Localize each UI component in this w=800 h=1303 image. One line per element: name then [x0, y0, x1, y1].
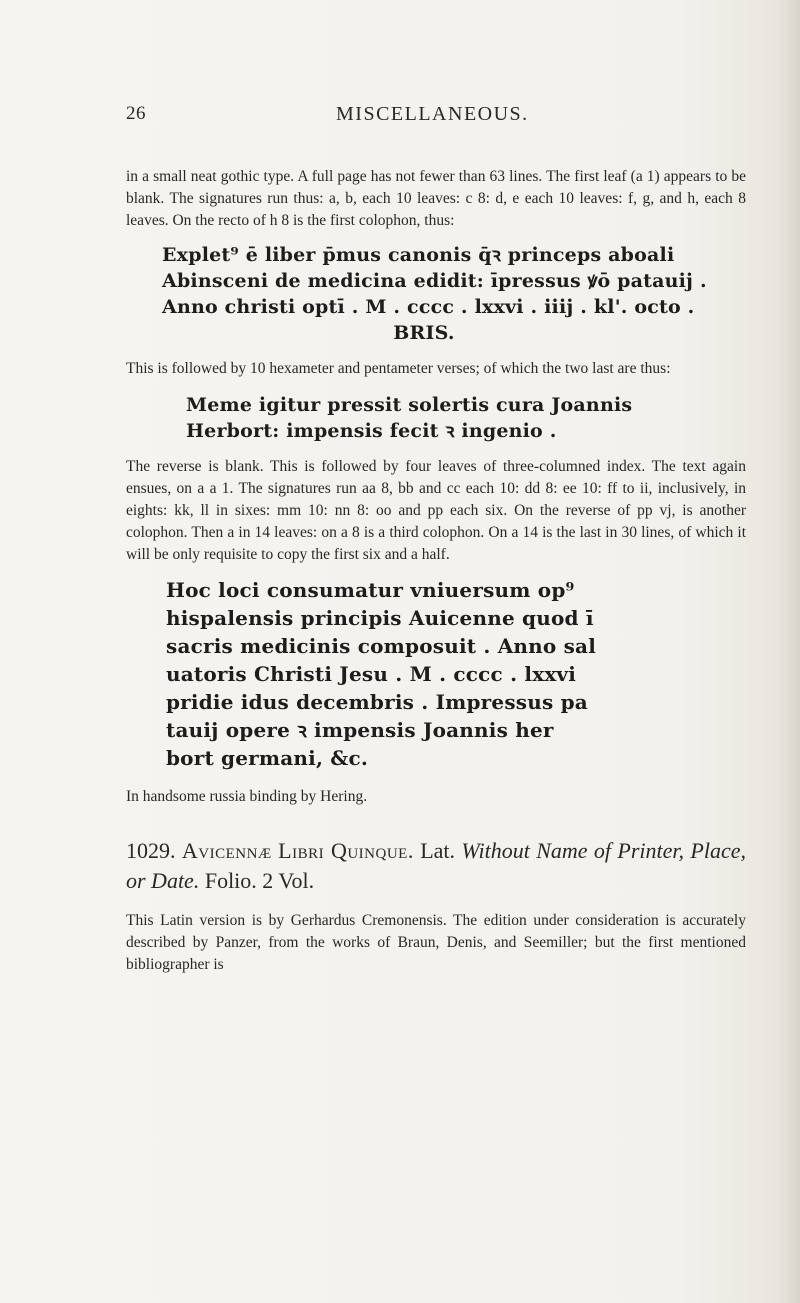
colophon-line: hispalensis principis Auicenne quod ī: [166, 606, 594, 630]
colophon-line: bort germani, &c.: [166, 746, 369, 770]
paragraph-binding: In handsome russia binding by Hering.: [126, 788, 368, 805]
running-head: [126, 103, 746, 133]
entry-description: This Latin version is by Gerhardus Cremonensis. The edition under consideration is accurately described by Panzer, from the works of Braun, Denis, and Seemiller; but the first mentioned bibliographer is: [126, 912, 746, 973]
entry-imprint: Without Name of Printer, Place, or Date.: [126, 838, 746, 893]
verse-quote: [126, 392, 746, 444]
paragraph-signatures: The reverse is blank. This is followed by four leaves of three-columned index. The text again ensues, on a a 1. The signatures run aa 8, bb and cc each 10: dd 8: ee 10: ff to ii, inclusively, in eights: kk, ll in sixes: mm 10: nn 8: oo and pp each six. On the reverse of pp vj, is another colophon. Then a in 14 leaves: on a 8 is a third colophon. On a 14 is the last in 30 lines, of which it will be only requisite to copy the first six and a half.: [126, 458, 746, 563]
entry-volumes: 2 Vol.: [262, 868, 315, 893]
entry-number: 1029.: [126, 838, 176, 863]
entry-author: Avicennæ: [181, 838, 272, 863]
running-title: MISCELLANEOUS.: [336, 103, 529, 125]
page-body: [126, 166, 746, 976]
first-colophon: [126, 242, 746, 346]
catalogue-entry-heading: [126, 836, 746, 896]
paragraph-collation-intro: in a small neat gothic type. A full page has not fewer than 63 lines. The first leaf (a 1) appears to be blank. The signatures run thus: a, b, each 10 leaves: c 8: d, e each 10 leaves: f, g, and h, each 8 leaves. On the recto of h 8 is the first colophon, thus:: [126, 168, 746, 229]
entry-language: Lat.: [420, 838, 456, 863]
verse-line: Herbort: impensis fecit ꝛ ingenio .: [186, 420, 557, 442]
paragraph-verses-intro: This is followed by 10 hexameter and pentameter verses; of which the two last are thus:: [126, 360, 671, 377]
colophon-line: pridie idus decembris . Impressus pa: [166, 690, 588, 714]
page-number: 26: [126, 103, 146, 124]
colophon-line: Hoc loci consumatur vniuersum op⁹: [166, 578, 575, 602]
colophon-line: Abinsceni de medicina edidit: īpressus ꝟō patauij .: [162, 270, 707, 292]
colophon-line: uatoris Christi Jesu . M . cccc . lxxvi: [166, 662, 577, 686]
colophon-line: Explet⁹ ē liber p̄mus canonis q̄ꝛ princeps aboali: [162, 244, 675, 266]
colophon-line: tauij opere ꝛ impensis Joannis her: [166, 718, 554, 742]
verse-line: Meme igitur pressit solertis cura Joannis: [186, 394, 633, 416]
colophon-line: sacris medicinis composuit . Anno sal: [166, 634, 597, 658]
entry-title: Libri Quinque.: [278, 838, 414, 863]
colophon-line: Anno christi optī . M . cccc . lxxvi . iiij . kl'. octo .: [162, 296, 695, 318]
entry-format: Folio.: [204, 868, 257, 893]
colophon-line: BRIS.: [393, 322, 455, 344]
third-colophon: [126, 576, 746, 772]
